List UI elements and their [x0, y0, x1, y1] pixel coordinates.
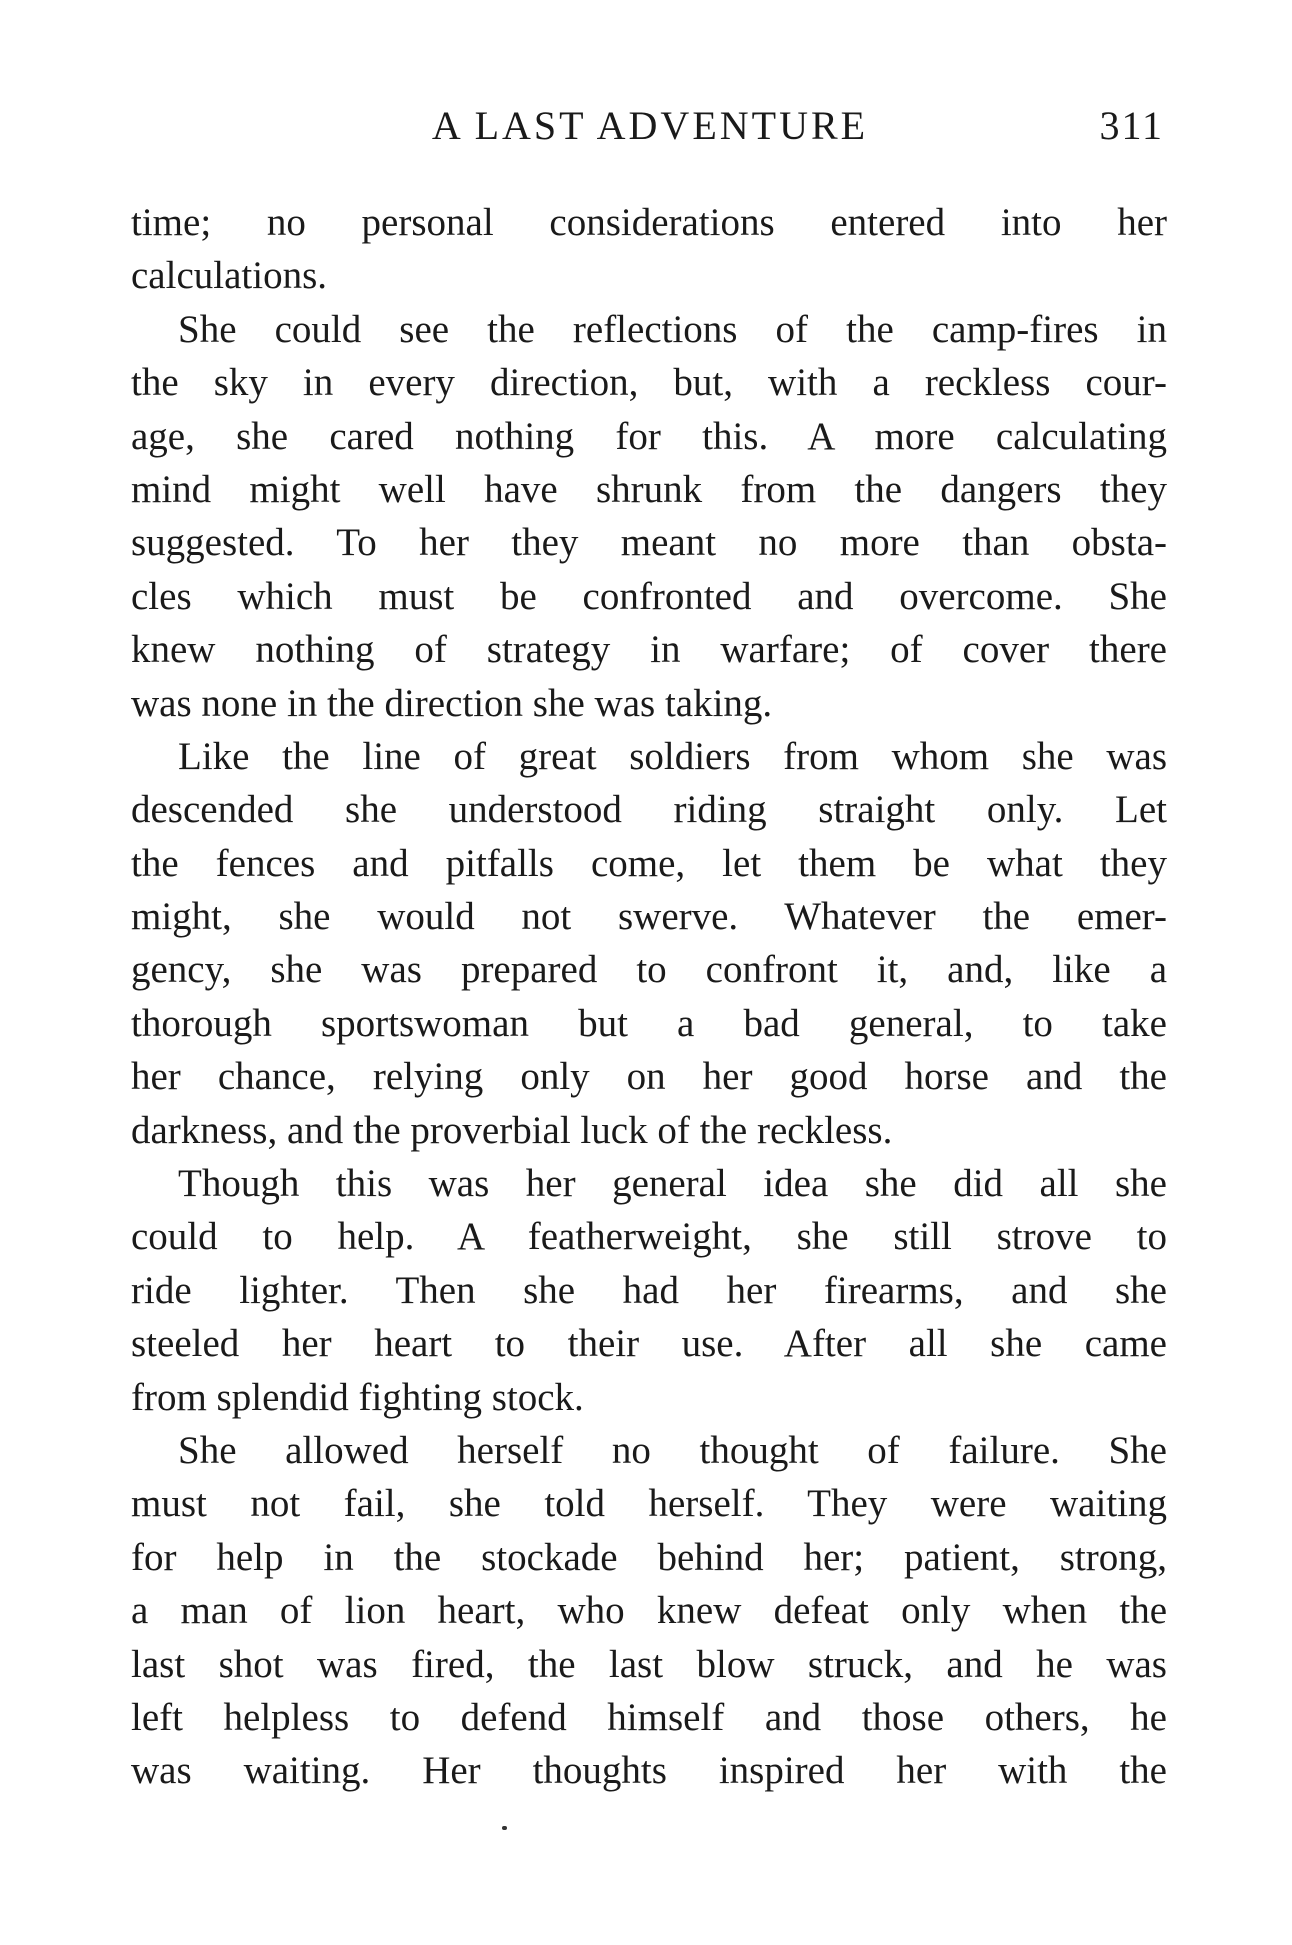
- body-text: [131, 196, 1167, 1798]
- text-line: might, she would not swerve. Whatever the emer-: [131, 895, 1167, 939]
- text-line: last shot was fired, the last blow struck, and he was: [131, 1642, 1167, 1686]
- text-line: age, she cared nothing for this. A more calculating: [131, 414, 1167, 458]
- text-line: cles which must be confronted and overcome. She: [131, 574, 1167, 618]
- text-line: descended she understood riding straight only. Let: [131, 788, 1167, 832]
- text-line: could to help. A featherweight, she still strove to: [131, 1215, 1167, 1259]
- text-line: the sky in every direction, but, with a reckless cour-: [131, 361, 1167, 405]
- text-line: from splendid fighting stock.: [131, 1375, 584, 1419]
- text-line: She could see the reflections of the camp-fires in: [178, 307, 1167, 351]
- text-line: gency, she was prepared to confront it, and, like a: [131, 948, 1167, 992]
- text-line: left helpless to defend himself and those others, he: [131, 1695, 1167, 1739]
- printer-dot: [502, 1826, 507, 1830]
- running-head: [130, 98, 1170, 154]
- text-line: was none in the direction she was taking.: [131, 681, 773, 725]
- paragraph: [131, 1424, 1167, 1798]
- text-line: calculations.: [131, 254, 328, 298]
- text-line: a man of lion heart, who knew defeat only when the: [131, 1589, 1167, 1633]
- page-number: 311: [1099, 103, 1164, 148]
- paragraph: [131, 196, 1167, 303]
- paragraph: [131, 730, 1167, 1157]
- text-line: She allowed herself no thought of failure. She: [178, 1428, 1167, 1472]
- text-line: steeled her heart to their use. After all she came: [131, 1322, 1167, 1366]
- text-line: for help in the stockade behind her; patient, strong,: [131, 1535, 1167, 1579]
- paragraph: [131, 303, 1167, 730]
- text-line: must not fail, she told herself. They were waiting: [131, 1482, 1167, 1526]
- paragraph: [131, 1157, 1167, 1424]
- text-line: time; no personal considerations entered into her: [131, 201, 1167, 244]
- text-line: knew nothing of strategy in warfare; of cover there: [131, 628, 1167, 672]
- text-line: the fences and pitfalls come, let them be what they: [131, 841, 1167, 885]
- text-line: thorough sportswoman but a bad general, to take: [131, 1001, 1167, 1045]
- text-line: Though this was her general idea she did all she: [178, 1162, 1167, 1206]
- text-line: darkness, and the proverbial luck of the reckless.: [131, 1108, 893, 1152]
- running-title: A LAST ADVENTURE: [431, 103, 869, 148]
- text-line: Like the line of great soldiers from whom she was: [178, 734, 1167, 778]
- text-line: suggested. To her they meant no more than obsta-: [131, 521, 1167, 565]
- text-line: her chance, relying only on her good horse and the: [131, 1055, 1167, 1099]
- text-line: ride lighter. Then she had her firearms, and she: [131, 1268, 1167, 1312]
- text-line: mind might well have shrunk from the dangers they: [131, 467, 1167, 511]
- text-line: was waiting. Her thoughts inspired her with the: [131, 1749, 1167, 1793]
